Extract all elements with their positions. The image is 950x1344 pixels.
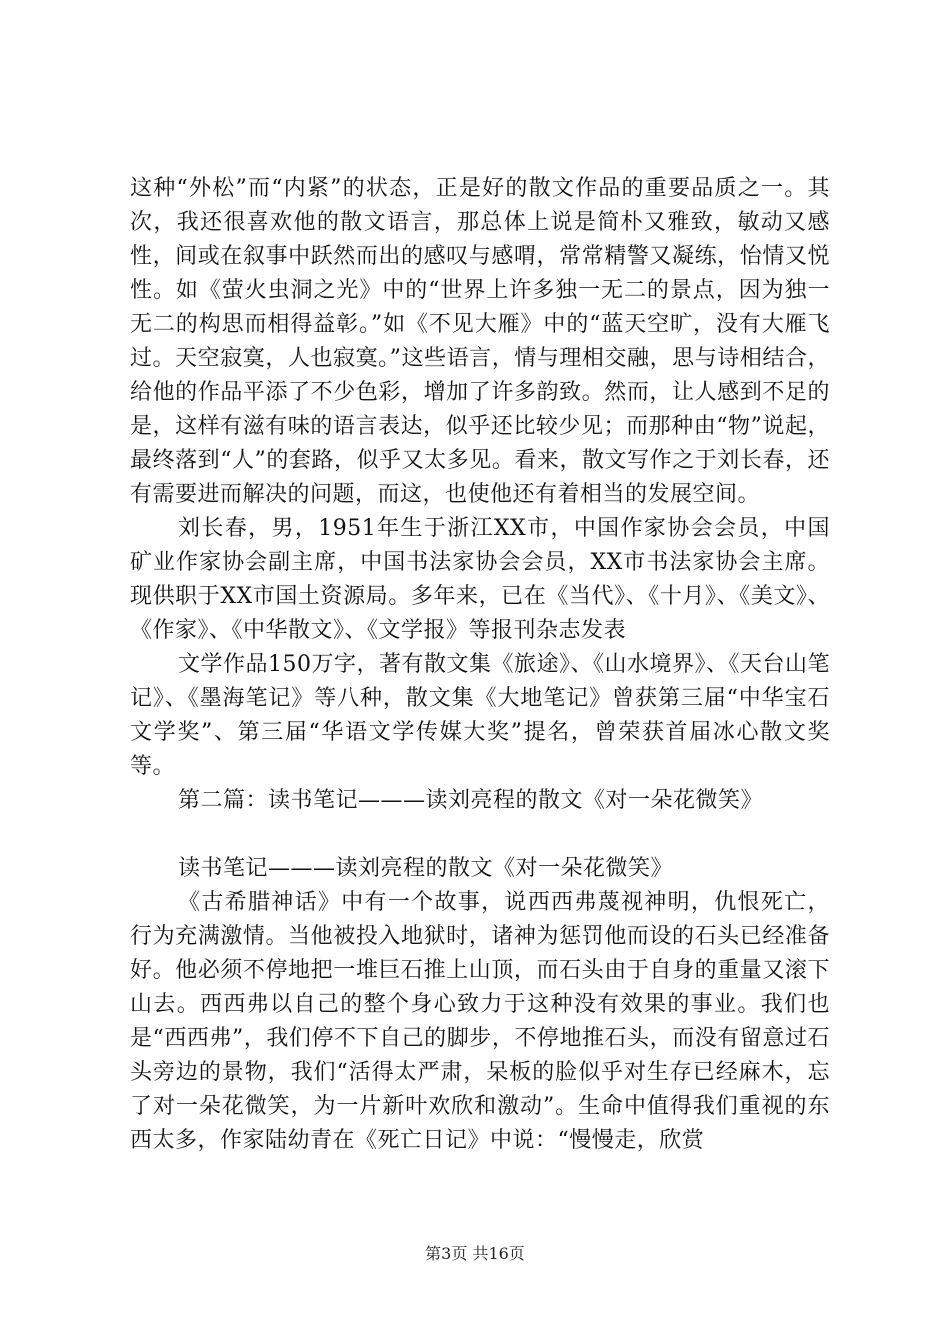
paragraph-prose-style: 这种“外松”而“内紧”的状态，正是好的散文作品的重要品质之一。其次，我还很喜欢他的散文语言，那总体上说是简朴又雅致，敏动又感性，间或在叙事中跃然而出的感叹与感喟，常常精警又凝练，怡情又悦性。如《萤火虫洞之光》中的“世界上许多独一无二的景点，因为独一无二的构思而相得益彰。”如《不见大雁》中的“蓝天空旷，没有大雁飞过。天空寂寞，人也寂寞。”这些语言，情与理相交融，思与诗相结合，给他的作品平添了不少色彩，增加了许多韵致。然而，让人感到不足的是，这样有滋有味的语言表达，似乎还比较少见；而那种由“物”说起，最终落到“人”的套路，似乎又太多见。看来，散文写作之于刘长春，还有需要进而解决的问题，而这，也使他还有着相当的发展空间。 xyxy=(130,176,830,507)
paragraph-author-works: 文学作品150万字，著有散文集《旅途》、《山水境界》、《天台山笔记》、《墨海笔记》等八种，散文集《大地笔记》曾获第三届“中华宝石文学奖”、第三届“华语文学传媒大奖”提名，曾荣获首届冰心散文奖等。 xyxy=(130,652,830,779)
section-title: 读书笔记———读刘亮程的散文《对一朵花微笑》 xyxy=(178,856,674,881)
page-number: 第3页 共16页 xyxy=(425,1244,525,1263)
paragraph-author-bio: 刘长春，男，1951年生于浙江XX市，中国作家协会会员，中国矿业作家协会副主席，中国书法家协会会员，XX市书法家协会主席。现供职于XX市国土资源局。多年来，已在《当代》、《十月》、《美文》、《作家》、《中华散文》、《文学报》等报刊杂志发表 xyxy=(130,516,830,643)
paragraph-sisyphus: 《古希腊神话》中有一个故事，说西西弗蔑视神明，仇恨死亡，行为充满激情。当他被投入地狱时，诸神为惩罚他而设的石头已经准备好。他必须不停地把一堆巨石推上山顶，而石头由于自身的重量又滚下山去。西西弗以自己的整个身心致力于这种没有效果的事业。我们也是“西西弗”，我们停不下自己的脚步，不停地推石头，而没有留意过石头旁边的景物，我们“活得太严肃，呆板的脸似乎对生存已经麻木，忘了对一朵花微笑，为一片新叶欢欣和激动”。生命中值得我们重视的东西太多，作家陆幼青在《死亡日记》中说：“慢慢走，欣赏 xyxy=(130,890,830,1153)
document-body xyxy=(130,172,830,1158)
blank-line xyxy=(130,818,830,852)
section-heading: 第二篇：读书笔记———读刘亮程的散文《对一朵花微笑》 xyxy=(178,788,764,813)
